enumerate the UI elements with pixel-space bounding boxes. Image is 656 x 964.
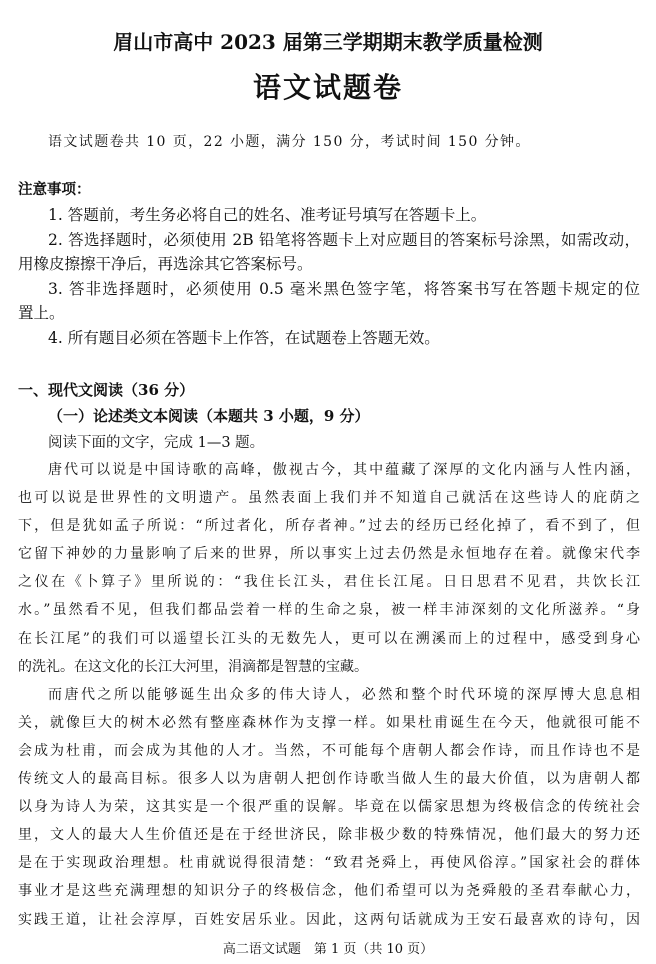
section-heading: 一、现代文阅读（36 分） <box>18 381 195 399</box>
notice-item <box>18 203 640 228</box>
page-footer: 高二语文试题 第 1 页（共 10 页） <box>222 942 434 957</box>
paper-info: 语文试题卷共 10 页，22 小题，满分 150 分，考试时间 150 分钟。 <box>48 134 531 150</box>
text-line: 唐代可以说是中国诗歌的高峰，傲视古今，其中蕴藏了深厚的文化内涵与人性内涵， <box>48 462 640 478</box>
text-line: 实践王道，让社会淳厚，百姓安居乐业。因此，这两句话就成为王安石最喜欢的诗句，因 <box>18 911 640 928</box>
notice-item <box>18 326 640 351</box>
reading-instruction: 阅读下面的文字，完成 1—3 题。 <box>48 435 265 451</box>
text-line: 在长江尾”的我们可以遥望长江头的无数先人，更可以在溯溪而上的过程中，感受到身心 <box>18 630 640 647</box>
text-line: 的洗礼。在这文化的长江大河里，涓滴都是智慧的宝藏。 <box>18 658 368 675</box>
text-line: 3. 答非选择题时，必须使用 0.5 毫米黑色签字笔，将答案书写在答题卡规定的位 <box>48 279 640 298</box>
notice-item <box>18 277 640 326</box>
notice-item <box>18 228 640 277</box>
text-line: 它留下神妙的力量影响了后来的世界，所以事实上过去仍然是永恒地存在着。就像宋代李 <box>18 546 640 563</box>
text-line: 以身为诗人为荣，这其实是一个很严重的误解。毕竟在以儒家思想为终极信念的传统社会 <box>18 799 640 816</box>
text-line: 是在于实现政治理想。杜甫就说得很清楚：“致君尧舜上，再使风俗淳。”国家社会的群体 <box>18 855 640 872</box>
text-line: 下，但是犹如孟子所说：“所过者化，所存者神。”过去的经历已经化掉了，看不到了，但 <box>18 518 640 535</box>
passage-paragraph <box>18 681 640 934</box>
text-line: 而唐代之所以能够诞生出众多的伟大诗人，必然和整个时代环境的深厚博大息息相 <box>48 686 640 703</box>
reading-passage <box>18 456 640 934</box>
text-line: 会成为杜甫，而会成为其他的人才。当然，不可能每个唐朝人都会作诗，而且作诗也不是 <box>18 742 640 759</box>
exam-title: 眉山市高中 2023 届第三学期期末教学质量检测 <box>113 30 543 54</box>
text-line: 1. 答题前，考生务必将自己的姓名、准考证号填写在答题卡上。 <box>48 206 487 224</box>
text-line: 关，就像巨大的树木必然有整座森林作为支撑一样。如果杜甫诞生在今天，他就很可能不 <box>18 714 640 731</box>
notice-heading: 注意事项： <box>18 181 91 198</box>
text-line: 之仪在《卜算子》里所说的：“我住长江头，君住长江尾。日日思君不见君，共饮长江 <box>18 574 640 591</box>
text-line: 事业才是这些充满理想的知识分子的终极信念，他们希望可以为尧舜般的圣君奉献心力， <box>18 883 640 900</box>
text-line: 水。”虽然看不见，但我们都品尝着一样的生命之泉，被一样丰沛深刻的文化所滋养。“身 <box>18 602 640 619</box>
text-line: 用橡皮擦擦干净后，再选涂其它答案标号。 <box>18 255 313 274</box>
text-line: 传统文人的最高目标。很多人以为唐朝人把创作诗歌当做人生的最大价值，以为唐朝人都 <box>18 771 640 788</box>
text-line: 也可以说是世界性的文明遗产。虽然表面上我们并不知道自己就活在这些诗人的庇荫之 <box>18 490 640 507</box>
subsection-heading: （一）论述类文本阅读（本题共 3 小题，9 分） <box>48 407 370 425</box>
text-line: 4. 所有题目必须在答题卡上作答，在试题卷上答题无效。 <box>48 328 440 347</box>
notice-list <box>18 203 640 351</box>
text-line: 2. 答选择题时，必须使用 2B 铅笔将答题卡上对应题目的答案标号涂黑，如需改动， <box>48 230 640 249</box>
text-line: 里，文人的最大人生价值还是在于经世济民，除非极少数的特殊情况，他们最大的努力还 <box>18 827 640 844</box>
passage-paragraph <box>18 456 640 681</box>
text-line: 置上。 <box>18 304 65 323</box>
paper-title: 语文试题卷 <box>252 71 403 104</box>
